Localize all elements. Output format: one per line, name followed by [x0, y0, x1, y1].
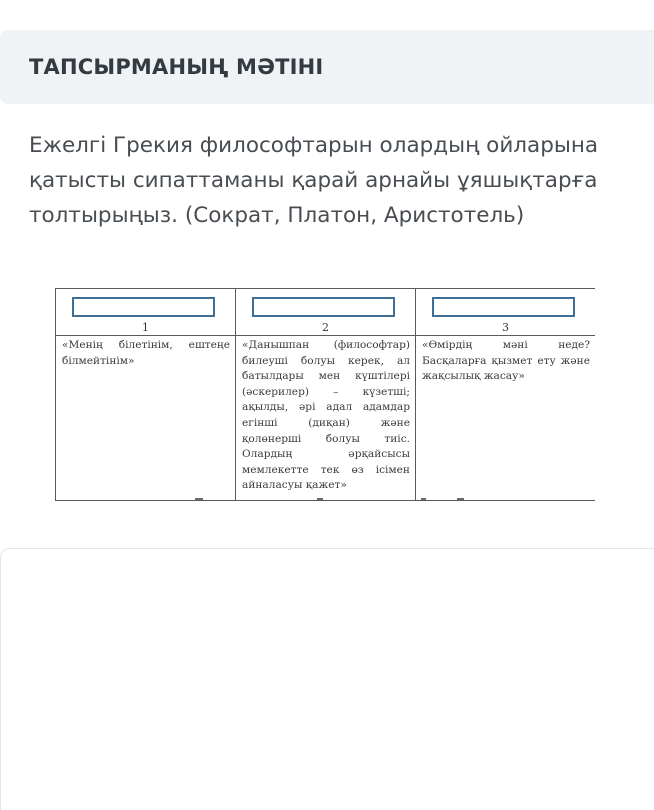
- quote-cell-1: «Менің білетінім, ештеңе білмейтінім»: [56, 336, 236, 501]
- answer-box-1: [72, 297, 215, 317]
- table-header-cell: [236, 289, 416, 336]
- column-number: 1: [142, 321, 149, 334]
- answer-panel[interactable]: [0, 548, 654, 810]
- task-table-image: [55, 288, 595, 502]
- column-number: 3: [502, 321, 509, 334]
- table-header-cell: [416, 289, 596, 336]
- answer-box-2: [252, 297, 395, 317]
- task-header-title: ТАПСЫРМАНЫҢ МӘТІНІ: [29, 55, 324, 79]
- philosophers-table: [55, 288, 595, 501]
- cropped-row-edge: [55, 498, 595, 502]
- table-row: [56, 336, 596, 501]
- task-description: Ежелгі Грекия философтарын олардың ойларына қатысты сипаттаманы қарай арнайы ұяшықтарға толтырыңыз. (Сократ, Платон, Аристотель): [29, 133, 599, 228]
- answer-box-3: [432, 297, 575, 317]
- task-header: [0, 30, 654, 104]
- table-header-cell: [56, 289, 236, 336]
- quote-cell-3: «Өмірдің мәні неде? Басқаларға қызмет ету және жақсылық жасау»: [416, 336, 596, 501]
- quote-cell-2: «Данышпан (философтар) билеуші болуы керек, ал батылдары мен күштілері (әскерилер) – күзетші; ақылды, әрі адал адамдар егінші (диқан) және қолөнерші болуы тиіс. Олардың әрқайсысы мемлекетте тек өз ісімен айналасуы қажет»: [236, 336, 416, 501]
- table-header-row: [56, 289, 596, 336]
- column-number: 2: [322, 321, 329, 334]
